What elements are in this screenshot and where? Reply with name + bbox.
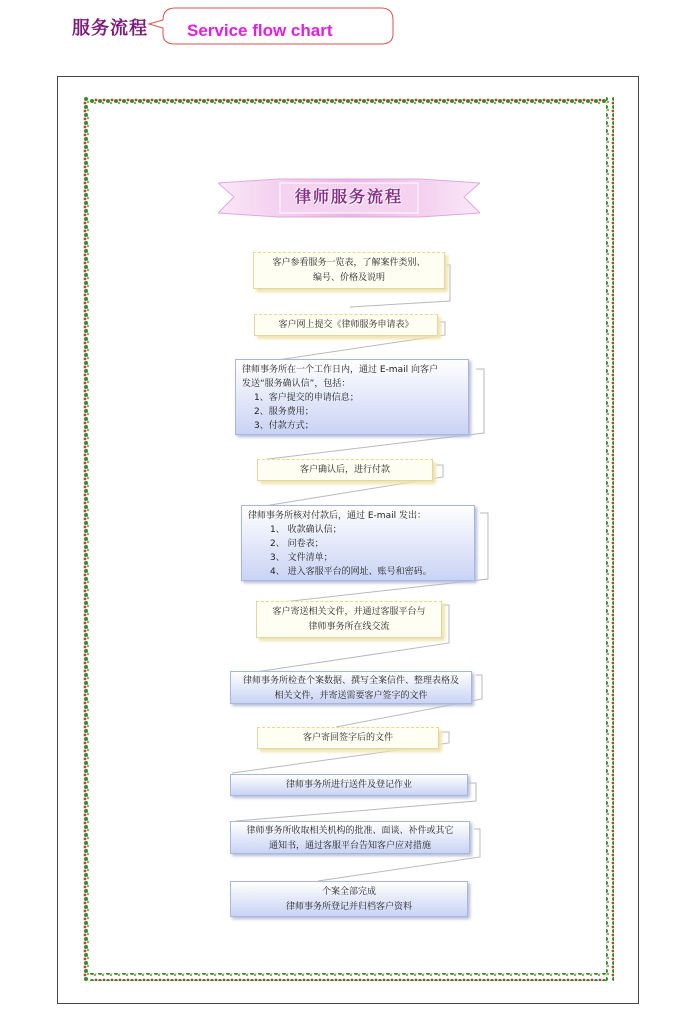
- step-text: 客户寄送相关文件，并通过客服平台与: [272, 607, 426, 617]
- step-text: 相关文件，并寄送需要客户签字的文件: [274, 691, 428, 701]
- step-text: 律师事务所核对付款后，通过 E-mail 发出：: [248, 511, 426, 521]
- step-text: 3、 文件清单；: [270, 553, 333, 563]
- step-text: 2、 问卷表；: [270, 539, 324, 549]
- flow-step-1: [253, 252, 445, 289]
- flow-step-4: [257, 459, 433, 481]
- step-text: 通知书，通过客服平台告知客户应对措施: [268, 841, 431, 851]
- diagram-title: 律师服务流程: [294, 187, 403, 206]
- step-text: 1、客户提交的申请信息；: [254, 393, 359, 403]
- step-text: 发送“服务确认信”，包括：: [242, 379, 351, 389]
- flow-step-6: [256, 601, 442, 638]
- flow-step-9: [230, 774, 468, 796]
- step-text: 3、付款方式；: [254, 421, 314, 431]
- title-callout: [163, 6, 395, 44]
- step-text: 客户网上提交《律师服务申请表》: [278, 320, 414, 330]
- step-text: 律师事务所检查个案数据、撰写全案信件、整理表格及: [242, 676, 459, 686]
- step-text: 客户确认后，进行付款: [299, 465, 390, 475]
- step-text: 1、 收款确认信；: [270, 525, 342, 535]
- flow-step-2: [254, 314, 438, 336]
- step-text: 律师事务所进行送件及登记作业: [285, 780, 412, 790]
- step-text: 个案全部完成: [321, 887, 376, 897]
- callout-text: Service flow chart: [187, 21, 333, 40]
- step-text: 律师事务所收取相关机构的批准、面谈、补件或其它: [246, 826, 454, 836]
- step-text: 4、 进入客服平台的网址、账号和密码。: [270, 567, 432, 577]
- document-frame: [57, 76, 639, 1004]
- step-text: 2、服务费用；: [254, 407, 314, 417]
- flow-step-8: [257, 727, 439, 749]
- step-text: 律师事务所登记并归档客户资料: [285, 902, 412, 912]
- flow-step-3: [235, 359, 469, 435]
- page-title: 服务流程: [72, 18, 148, 39]
- flow-step-11: [230, 881, 468, 917]
- step-text: 客户寄回签字后的文件: [302, 733, 393, 743]
- step-text: 律师事务所在一个工作日内，通过 E-mail 向客户: [242, 365, 438, 375]
- step-text: 客户参看服务一览表，了解案件类别、: [272, 258, 426, 268]
- flow-step-10: [230, 821, 470, 854]
- flow-step-7: [230, 671, 472, 704]
- step-text: 编号、价格及说明: [312, 273, 385, 283]
- flow-step-5: [241, 505, 475, 581]
- step-text: 律师事务所在线交流: [308, 622, 390, 632]
